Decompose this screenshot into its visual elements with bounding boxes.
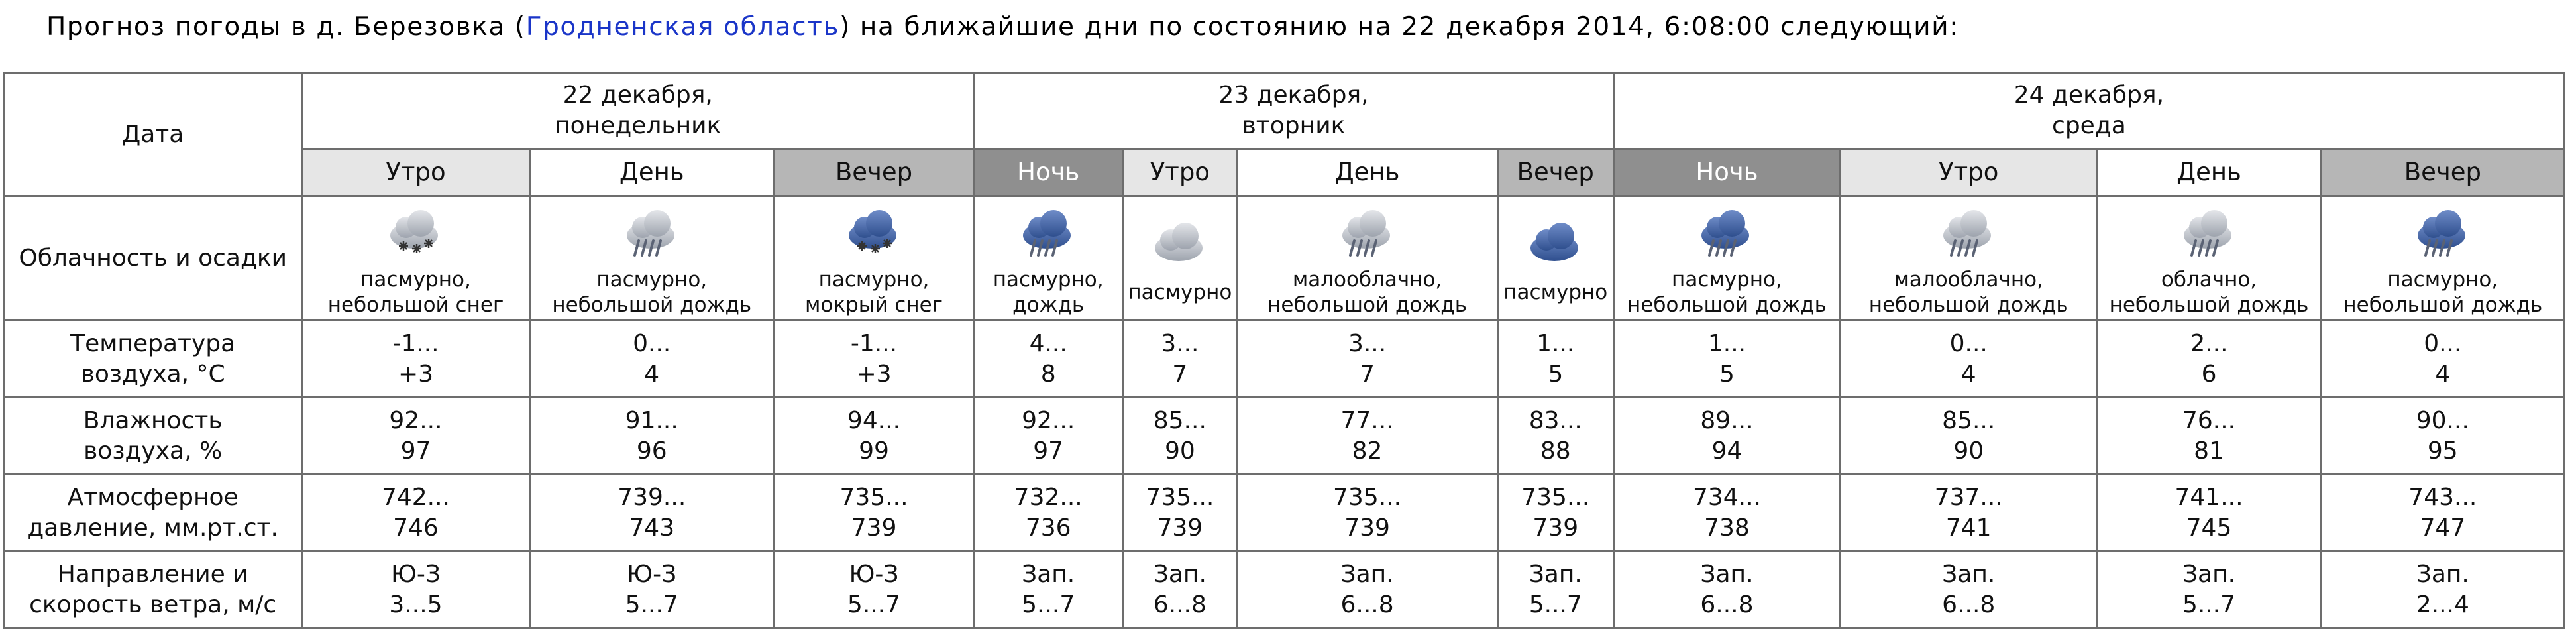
day-date: 22 декабря,: [563, 82, 713, 109]
cloud-description: облачно,: [2161, 267, 2257, 292]
day-weekday: среда: [2052, 112, 2126, 139]
period-header: Утро: [1123, 149, 1237, 196]
value-max: 5...7: [847, 591, 901, 618]
value-max: 5...7: [1022, 591, 1075, 618]
temperature-cell: [1613, 321, 1840, 398]
humidity-cell: [529, 398, 774, 475]
wind-label: [4, 551, 302, 628]
value-max: 4: [2435, 360, 2451, 388]
cloudiness-label: Облачность и осадки: [4, 196, 302, 321]
temperature-cell: [302, 321, 529, 398]
cloud-night-icon: [1524, 217, 1587, 273]
value-min: Ю-З: [627, 560, 677, 588]
cloud-description: пасмурно: [1128, 280, 1232, 304]
pressure-cell: [774, 475, 973, 551]
value-max: 739: [1532, 514, 1579, 542]
value-min: 77...: [1340, 406, 1394, 434]
period-header: Ночь: [974, 149, 1123, 196]
value-max: 6...8: [1153, 591, 1207, 618]
value-max: 4: [1960, 360, 1976, 388]
cloud-rain-icon: [1937, 205, 2000, 260]
humidity-cell: [302, 398, 529, 475]
temperature-cell: [1123, 321, 1237, 398]
cloud-rain-icon: [1336, 205, 1399, 260]
wind-cell: [1237, 551, 1497, 628]
period-header: Вечер: [774, 149, 973, 196]
date-label: Дата: [4, 73, 302, 196]
wind-cell: [974, 551, 1123, 628]
humidity-cell: [1841, 398, 2097, 475]
value-min: 741...: [2174, 483, 2243, 511]
cloudiness-cell: [2097, 196, 2321, 321]
temperature-cell: [1237, 321, 1497, 398]
period-header: Утро: [302, 149, 529, 196]
label-line: Влажность: [83, 406, 223, 434]
period-header: Ночь: [1613, 149, 1840, 196]
forecast-intro: [46, 12, 1959, 42]
value-min: 91...: [625, 406, 678, 434]
cloud-rain-night-icon: [1695, 205, 1758, 260]
cloud-sleet-night-icon: [842, 205, 906, 260]
value-min: Ю-З: [849, 560, 899, 588]
temperature-cell: [2321, 321, 2564, 398]
pressure-cell: [974, 475, 1123, 551]
humidity-cell: [774, 398, 973, 475]
precipitation-description: небольшой дождь: [1868, 292, 2068, 317]
value-max: 739: [851, 514, 897, 542]
cloud-description: пасмурно,: [818, 267, 930, 292]
period-header: День: [2097, 149, 2321, 196]
value-max: 5: [1719, 360, 1735, 388]
value-max: 6...8: [1700, 591, 1754, 618]
value-max: 736: [1025, 514, 1071, 542]
value-min: 76...: [2182, 406, 2236, 434]
cloudiness-cell: [302, 196, 529, 321]
wind-row: [4, 551, 2565, 628]
value-min: 735...: [839, 483, 908, 511]
value-max: 5...7: [2182, 591, 2236, 618]
value-max: 739: [1344, 514, 1390, 542]
day-header-3: [1613, 73, 2564, 149]
day-date: 24 декабря,: [2013, 82, 2165, 109]
value-max: 739: [1157, 514, 1203, 542]
cloudiness-cell: [1613, 196, 1840, 321]
pressure-row: [4, 475, 2565, 551]
period-row: [4, 149, 2565, 196]
cloud-snow-icon: [384, 205, 447, 260]
precipitation-description: небольшой дождь: [1627, 292, 1827, 317]
temperature-row: [4, 321, 2565, 398]
humidity-label: [4, 398, 302, 475]
cloudiness-cell: [2321, 196, 2564, 321]
value-min: Зап.: [1153, 560, 1207, 588]
value-max: 6...8: [1942, 591, 1996, 618]
value-min: 735...: [1146, 483, 1214, 511]
value-min: 742...: [381, 483, 450, 511]
pressure-cell: [1237, 475, 1497, 551]
cloudiness-cell: [529, 196, 774, 321]
cloud-description: малооблачно,: [1292, 267, 1442, 292]
label-line: давление, мм.рт.ст.: [27, 514, 278, 542]
cloud-icon: [1148, 217, 1212, 273]
value-min: Зап.: [1022, 560, 1075, 588]
value-max: 5...7: [1529, 591, 1582, 618]
value-min: 94...: [847, 406, 901, 434]
value-max: 746: [393, 514, 439, 542]
value-max: 2...4: [2416, 591, 2469, 618]
cloud-description: малооблачно,: [1894, 267, 2043, 292]
value-max: 6...8: [1340, 591, 1394, 618]
value-max: 745: [2186, 514, 2232, 542]
value-min: 3...: [1161, 329, 1199, 357]
value-min: Зап.: [1529, 560, 1582, 588]
precipitation-description: небольшой дождь: [2109, 292, 2309, 317]
humidity-cell: [1613, 398, 1840, 475]
wind-cell: [2321, 551, 2564, 628]
cloud-description: пасмурно,: [993, 267, 1104, 292]
value-max: 96: [636, 437, 667, 465]
pressure-cell: [529, 475, 774, 551]
temperature-cell: [1497, 321, 1613, 398]
value-min: 1...: [1536, 329, 1575, 357]
value-min: Зап.: [1340, 560, 1394, 588]
value-min: 743...: [2408, 483, 2477, 511]
pressure-cell: [2321, 475, 2564, 551]
value-min: 735...: [1333, 483, 1402, 511]
value-min: Зап.: [1942, 560, 1996, 588]
cloud-description: пасмурно: [1503, 280, 1608, 304]
cloud-description: пасмурно,: [2387, 267, 2498, 292]
pressure-cell: [2097, 475, 2321, 551]
value-max: 90: [1953, 437, 1984, 465]
pressure-cell: [1123, 475, 1237, 551]
value-max: 4: [644, 360, 660, 388]
label-line: Температура: [70, 329, 236, 357]
humidity-cell: [1123, 398, 1237, 475]
value-min: 83...: [1529, 406, 1582, 434]
value-max: 738: [1704, 514, 1750, 542]
wind-cell: [529, 551, 774, 628]
value-min: 739...: [617, 483, 686, 511]
value-max: 94: [1711, 437, 1743, 465]
temperature-cell: [974, 321, 1123, 398]
value-min: -1...: [850, 329, 898, 357]
value-max: 99: [859, 437, 889, 465]
humidity-row: [4, 398, 2565, 475]
value-min: 92...: [389, 406, 443, 434]
cloudiness-row: [4, 196, 2565, 321]
period-header: День: [529, 149, 774, 196]
precipitation-description: дождь: [1012, 292, 1085, 317]
temperature-label: [4, 321, 302, 398]
temperature-cell: [2097, 321, 2321, 398]
value-min: 732...: [1014, 483, 1083, 511]
cloudiness-cell: [1123, 196, 1237, 321]
value-min: 2...: [2190, 329, 2228, 357]
value-max: 5: [1548, 360, 1564, 388]
value-min: 85...: [1942, 406, 1996, 434]
pressure-label: [4, 475, 302, 551]
value-min: 89...: [1700, 406, 1754, 434]
cloud-rain-icon: [620, 205, 684, 260]
value-min: 1...: [1707, 329, 1746, 357]
wind-cell: [1497, 551, 1613, 628]
wind-cell: [1123, 551, 1237, 628]
value-max: 7: [1172, 360, 1188, 388]
humidity-cell: [2097, 398, 2321, 475]
value-min: 737...: [1934, 483, 2003, 511]
intro-text-after: ) на ближайшие дни по состоянию на 22 декабря 2014, 6:08:00 следующий:: [839, 12, 1959, 42]
cloudiness-cell: [974, 196, 1123, 321]
value-max: 3...5: [389, 591, 443, 618]
label-line: воздуха, %: [83, 437, 223, 465]
value-max: 5...7: [625, 591, 678, 618]
value-max: 8: [1040, 360, 1056, 388]
period-header: Вечер: [1497, 149, 1613, 196]
label-line: воздуха, °С: [80, 360, 225, 388]
value-max: 95: [2427, 437, 2458, 465]
period-header: Утро: [1841, 149, 2097, 196]
value-max: 747: [2420, 514, 2466, 542]
cloudiness-cell: [1237, 196, 1497, 321]
date-row: [4, 73, 2565, 149]
temperature-cell: [1841, 321, 2097, 398]
precipitation-description: небольшой дождь: [552, 292, 752, 317]
value-max: 97: [1033, 437, 1064, 465]
day-weekday: вторник: [1242, 112, 1346, 139]
cloud-rain-night-icon: [2411, 205, 2475, 260]
value-min: 0...: [1949, 329, 1988, 357]
region-link[interactable]: Гродненская область: [525, 12, 840, 42]
day-header-1: [302, 73, 974, 149]
cloud-rain-icon: [2177, 205, 2241, 260]
day-weekday: понедельник: [555, 112, 722, 139]
pressure-cell: [1497, 475, 1613, 551]
pressure-cell: [1841, 475, 2097, 551]
period-header: День: [1237, 149, 1497, 196]
value-max: 741: [1945, 514, 1992, 542]
value-min: Зап.: [1700, 560, 1754, 588]
cloud-description: пасмурно,: [596, 267, 708, 292]
value-min: 92...: [1022, 406, 1075, 434]
temperature-cell: [774, 321, 973, 398]
humidity-cell: [2321, 398, 2564, 475]
value-min: 734...: [1692, 483, 1761, 511]
value-min: 3...: [1348, 329, 1387, 357]
cloudiness-cell: [1841, 196, 2097, 321]
value-min: 4...: [1029, 329, 1067, 357]
value-max: +3: [398, 360, 434, 388]
value-max: 90: [1164, 437, 1195, 465]
value-max: 743: [629, 514, 675, 542]
wind-cell: [302, 551, 529, 628]
value-max: 6: [2201, 360, 2217, 388]
value-max: 88: [1540, 437, 1571, 465]
humidity-cell: [1237, 398, 1497, 475]
cloudiness-cell: [774, 196, 973, 321]
pressure-cell: [302, 475, 529, 551]
value-max: 82: [1352, 437, 1383, 465]
value-min: 0...: [2424, 329, 2462, 357]
value-min: Ю-З: [391, 560, 441, 588]
value-min: 85...: [1153, 406, 1207, 434]
precipitation-description: мокрый снег: [805, 292, 943, 317]
cloudiness-cell: [1497, 196, 1613, 321]
wind-cell: [2097, 551, 2321, 628]
cloud-description: пасмурно,: [1672, 267, 1782, 292]
precipitation-description: небольшой дождь: [1267, 292, 1467, 317]
day-header-2: [974, 73, 1614, 149]
wind-cell: [774, 551, 973, 628]
day-date: 23 декабря,: [1218, 82, 1369, 109]
value-min: 735...: [1521, 483, 1590, 511]
period-header: Вечер: [2321, 149, 2564, 196]
precipitation-description: небольшой дождь: [2343, 292, 2543, 317]
label-line: Атмосферное: [67, 483, 239, 511]
wind-cell: [1841, 551, 2097, 628]
forecast-table: [3, 72, 2565, 629]
value-min: 0...: [633, 329, 671, 357]
value-min: Зап.: [2416, 560, 2469, 588]
label-line: Направление и: [57, 560, 248, 588]
humidity-cell: [1497, 398, 1613, 475]
wind-cell: [1613, 551, 1840, 628]
label-line: скорость ветра, м/с: [29, 591, 277, 618]
temperature-cell: [529, 321, 774, 398]
value-min: 90...: [2416, 406, 2469, 434]
value-max: +3: [856, 360, 892, 388]
value-max: 7: [1360, 360, 1375, 388]
precipitation-description: небольшой снег: [327, 292, 504, 317]
value-max: 97: [400, 437, 431, 465]
value-min: Зап.: [2182, 560, 2236, 588]
intro-text-before: Прогноз погоды в д. Березовка (: [46, 12, 526, 42]
value-min: -1...: [392, 329, 439, 357]
cloud-rain-night-icon: [1016, 205, 1080, 260]
humidity-cell: [974, 398, 1123, 475]
cloud-description: пасмурно,: [360, 267, 471, 292]
pressure-cell: [1613, 475, 1840, 551]
value-max: 81: [2194, 437, 2224, 465]
